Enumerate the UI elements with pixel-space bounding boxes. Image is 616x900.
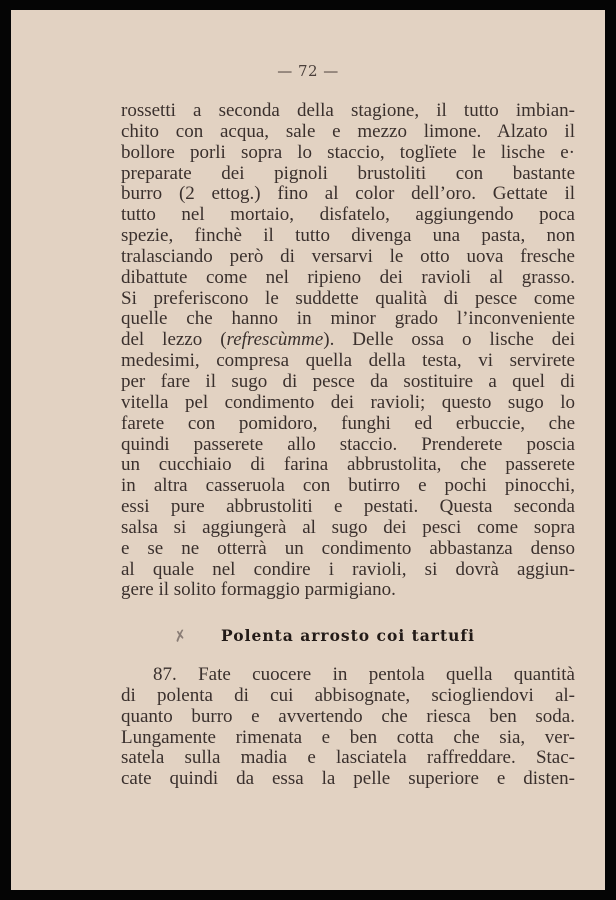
text-line-with-italic	[121, 330, 575, 351]
text-line: per fare il sugo di pesce da sostituire a quel di	[121, 370, 575, 392]
text-line: Lungamente rimenata e ben cotta che sia, ver-	[121, 726, 575, 748]
text-line: bollore porli sopra lo staccio, toglïete le lische e·	[121, 141, 575, 163]
paragraph-continued	[121, 101, 575, 601]
text-line: quindi passerete allo staccio. Prenderete poscia	[121, 433, 575, 455]
text-line: di polenta di cui abbisognate, sciogliendovi al-	[121, 684, 575, 706]
text-line: quanto burro e avvertendo che riesca ben soda.	[121, 705, 575, 727]
text-line: tralasciando però di versarvi le otto uova fresche	[121, 245, 575, 267]
text-line: al quale nel condire i ravioli, si dovrà aggiun-	[121, 558, 575, 580]
text-line: spezie, finchè il tutto divenga una pasta, non	[121, 225, 575, 247]
text-line: cate quindi da essa la pelle superiore e disten-	[121, 768, 575, 790]
text-line: medesimi, compresa quella della testa, vi servirete	[121, 350, 575, 372]
text-line: gere il solito formaggio parmigiano.	[121, 579, 396, 601]
pencil-cross-mark: ✗	[172, 625, 189, 647]
text-line: e se ne otterrà un condimento abbastanza denso	[121, 537, 575, 559]
text-line: salsa si aggiungerà al sugo dei pesci come sopra	[121, 516, 575, 538]
page-number: — 72 —	[277, 62, 339, 80]
text-line: un cucchiaio di farina abbrustolita, che passerete	[121, 454, 575, 476]
text-fragment: del lezzo (	[121, 329, 227, 351]
text-line: in altra casseruola con butirro e pochi pinocchi,	[121, 475, 575, 497]
text-line: farete con pomidoro, funghi ed erbuccie, che	[121, 412, 575, 434]
text-line: 87. Fate cuocere in pentola quella quantità	[153, 664, 575, 685]
text-line: rossetti a seconda della stagione, il tutto imbian-	[121, 100, 575, 121]
text-line: Si preferiscono le suddette qualità di pesce come	[121, 287, 575, 309]
text-line: dibattute come nel ripieno dei ravioli al grasso.	[121, 266, 575, 288]
recipe-paragraph	[121, 665, 575, 790]
text-line: vitella pel condimento dei ravioli; questo sugo lo	[121, 391, 575, 413]
text-line: tutto nel mortaio, disfatelo, aggiungendo poca	[121, 204, 575, 226]
text-line: preparate dei pignoli brustoliti con bastante	[121, 162, 575, 184]
text-fragment: ). Delle ossa o lische dei	[323, 329, 575, 351]
text-line: quelle che hanno in minor grado l’inconveniente	[121, 308, 575, 330]
text-line: satela sulla madia e lasciatela raffreddare. Stac-	[121, 747, 575, 769]
text-line: burro (2 ettog.) fino al color dell’oro. Gettate il	[121, 183, 575, 205]
text-line: chito con acqua, sale e mezzo limone. Alzato il	[121, 120, 575, 142]
dialect-term: refrescùmme	[226, 329, 324, 351]
recipe-title: Polenta arrosto coi tartufi	[221, 626, 475, 645]
text-line: essi pure abbrustoliti e pestati. Questa seconda	[121, 496, 575, 518]
book-page	[11, 10, 605, 890]
